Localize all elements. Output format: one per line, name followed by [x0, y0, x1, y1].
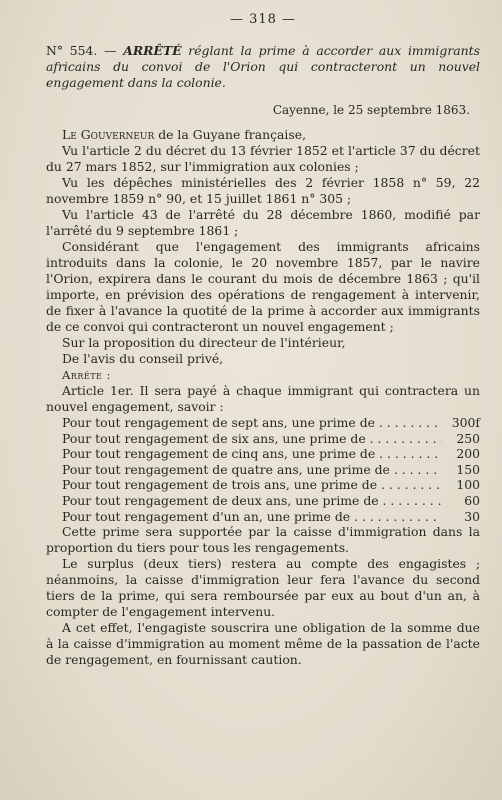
paragraph-proposition: Sur la proposition du directeur de l'intérieur, [62, 335, 346, 350]
prime-table [46, 415, 480, 524]
paragraph-vu-decret: Vu l'article 2 du décret du 13 février 1852 et l'article 37 du décret du 27 mars 1852, sur l'immigration aux colonies ; [46, 143, 480, 174]
governor-line [46, 127, 480, 143]
prime-label: Pour tout rengagement de trois ans, une prime de . . . [62, 477, 442, 493]
paragraph-avis: De l'avis du conseil privé, [62, 351, 224, 366]
prime-row [46, 415, 480, 431]
decree-number: N° 554. [46, 43, 98, 58]
paragraph-proportion: Cette prime sera supportée par la caisse d'immigration dans la proportion du tiers pour tous les rengagements. [46, 524, 480, 556]
decree-heading [46, 43, 480, 91]
paragraph-obligation: A cet effet, l'engagiste souscrira une obligation de la somme due à la caisse d'immigration au moment même de la passation de l'acte de rengagement, en fournissant caution. [46, 620, 480, 668]
prime-amount: 30 [464, 508, 480, 524]
heading-dash: — [104, 43, 117, 58]
prime-amount: 200 [456, 446, 480, 462]
paragraph-vu-article: Vu l'article 43 de l'arrêté du 28 décembre 1860, modifié par l'arrêté du 9 septembre 1861 ; [46, 207, 480, 238]
prime-row [46, 493, 480, 509]
dateline: Cayenne, le 25 septembre 1863. [272, 103, 470, 117]
governor-rest: de la Guyane française, [158, 127, 307, 142]
prime-row [46, 509, 480, 525]
article-1: Article 1er. Il sera payé à chaque immigrant qui contractera un nouvel engagement, savoir : [46, 383, 480, 414]
prime-amount: 250 [456, 430, 480, 446]
paragraph-considerant: Considérant que l'engagement des immigrants africains introduits dans la colonie, le 20 novembre 1857, par le navire l'Orion, expirera dans le courant du mois de décembre 1863 ; qu'il importe, en prévision des opérations de rengagement à intervenir, de fixer à l'avance la quotité de la prime à accorder aux immigrants de ce convoi qui contracteront un nouvel engagement ; [46, 239, 480, 334]
prime-label: Pour tout rengagement de quatre ans, une prime de . . . [62, 462, 442, 478]
prime-amount: 100 [456, 477, 480, 493]
prime-label: Pour tout rengagement de six ans, une prime de . . . [62, 431, 442, 447]
decree-title: réglant la prime à accorder aux immigrants africains du convoi de l'Orion qui contracteront un nouvel engagement dans la colonie. [46, 43, 480, 90]
paragraph-vu-depeches: Vu les dépêches ministérielles des 2 février 1858 n° 59, 22 novembre 1859 n° 90, et 15 juillet 1861 n° 305 ; [46, 175, 480, 206]
prime-row [46, 477, 480, 493]
prime-label: Pour tout rengagement d'un an, une prime de . . . [62, 509, 442, 525]
arrete-label: Arrête : [62, 368, 111, 382]
prime-label: Pour tout rengagement de cinq ans, une prime de . . . [62, 446, 442, 462]
governor-label: Le Gouverneur [62, 127, 155, 142]
prime-amount: 150 [456, 461, 480, 477]
decree-title-bold: ARRÊTÉ [123, 43, 182, 58]
prime-row [46, 431, 480, 447]
prime-label: Pour tout rengagement de sept ans, une prime de . . . [62, 415, 442, 431]
prime-amount: 300f [451, 415, 480, 430]
prime-row [46, 446, 480, 462]
paragraph-surplus: Le surplus (deux tiers) restera au compte des engagistes ; néanmoins, la caisse d'immigration leur fera l'avance du second tiers de la prime, qui sera remboursée par eux au bout d'un an, à compter de l'engagement intervenu. [46, 556, 480, 620]
page-number: — 318 — [229, 12, 297, 27]
prime-row [46, 462, 480, 478]
prime-label: Pour tout rengagement de deux ans, une prime de . . . [62, 493, 442, 509]
prime-amount: 60 [464, 492, 480, 508]
